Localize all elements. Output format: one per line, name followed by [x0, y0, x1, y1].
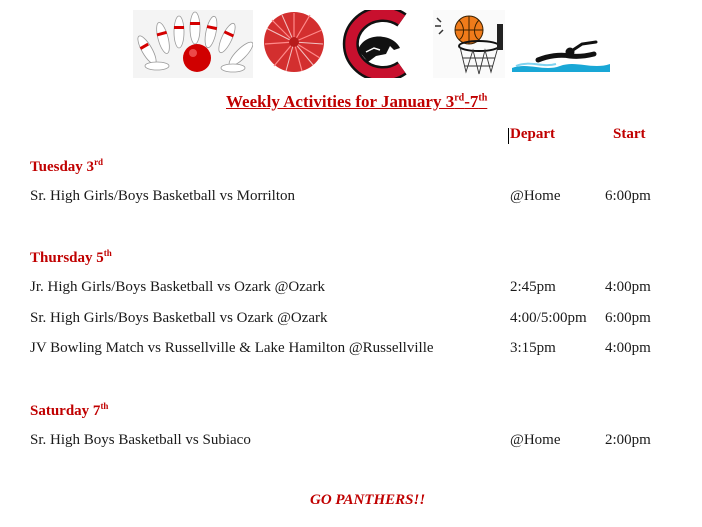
event-name: Sr. High Girls/Boys Basketball vs Ozark @Ozark — [30, 310, 328, 326]
basketball-hoop-image — [433, 10, 505, 78]
event-start: 6:00pm — [605, 310, 651, 326]
day-heading-thursday: Thursday 5th — [30, 248, 112, 266]
footer-slogan: GO PANTHERS!! — [310, 492, 426, 508]
pompom-image — [262, 10, 326, 74]
event-depart: @Home — [510, 188, 561, 204]
event-start: 4:00pm — [605, 340, 651, 356]
event-depart: 4:00/5:00pm — [510, 310, 587, 326]
event-name: Sr. High Boys Basketball vs Subiaco — [30, 432, 251, 448]
event-depart: 3:15pm — [510, 340, 556, 356]
event-name: Sr. High Girls/Boys Basketball vs Morrilton — [30, 188, 296, 204]
swimmer-image — [508, 10, 612, 78]
event-depart: @Home — [510, 432, 561, 448]
event-start: 6:00pm — [605, 188, 651, 204]
event-name: JV Bowling Match vs Russellville & Lake Hamilton @Russellville — [30, 340, 434, 356]
event-depart: 2:45pm — [510, 279, 556, 295]
depart-column-header: Depart — [510, 126, 555, 142]
panther-logo-image — [336, 10, 412, 78]
event-start: 4:00pm — [605, 279, 651, 295]
bowling-image — [133, 10, 253, 78]
event-start: 2:00pm — [605, 432, 651, 448]
page-title: Weekly Activities for January 3rd-7th — [226, 92, 488, 111]
text-cursor — [508, 128, 509, 144]
event-name: Jr. High Girls/Boys Basketball vs Ozark @Ozark — [30, 279, 326, 295]
day-heading-tuesday: Tuesday 3rd — [30, 157, 104, 175]
day-heading-saturday: Saturday 7th — [30, 401, 109, 419]
start-column-header: Start — [613, 126, 646, 142]
